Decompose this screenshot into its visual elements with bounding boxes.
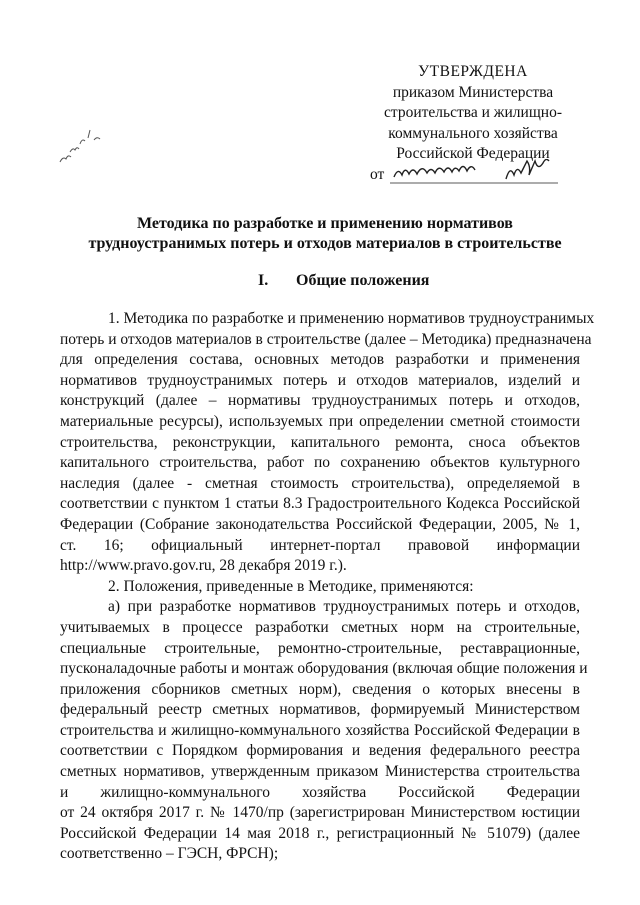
date-prefix: от [370, 165, 385, 183]
approval-line: приказом Министерства [392, 83, 554, 101]
paragraph-line: приложения сборников сметных норм), сведения о которых внесены в [60, 680, 580, 698]
paragraph-line: Федерации (Собрание законодательства Российской Федерации, 2005, № 1, [60, 515, 580, 533]
paragraph-line: нормативов трудноустранимых потерь и отходов материалов, изделий и [60, 371, 580, 389]
paragraph-line: потерь и отходов материалов в строительстве (далее – Методика) предназначена [60, 330, 592, 348]
approval-block [358, 62, 588, 185]
paragraph-line: для определения состава, основных методов разработки и применения [60, 351, 580, 369]
document-title [60, 214, 590, 254]
paragraph-line: а) при разработке нормативов трудноустранимых потерь и отходов, [108, 598, 580, 616]
paragraph-line: специальные строительные, ремонтно-строительные, реставрационные, [60, 639, 580, 657]
paragraph [60, 577, 580, 598]
document-body [60, 309, 595, 865]
section-number: I. [258, 272, 269, 289]
paragraph-line: наследия (далее - сметная стоимость строительства), определяемой в [60, 474, 580, 492]
approval-line: строительства и жилищно- [384, 104, 562, 121]
approval-date-line [358, 165, 588, 186]
paragraph-line: Российской Федерации 14 мая 2018 г., регистрационный № 51079) (далее [60, 824, 580, 842]
paragraph-line: соответствии с пунктом 1 статьи 8.3 Градостроительного Кодекса Российской [60, 495, 580, 513]
paragraph-line: пусконаладочные работы и монтаж оборудования (включая общие положения и [60, 660, 588, 678]
paragraph-line: учитываемых в процессе разработки сметных норм на строительные, [60, 618, 580, 636]
paragraph-line: 2. Положения, приведенные в Методике, применяются: [108, 577, 474, 595]
paragraph-line: материальные ресурсы), используемых при определении сметной стоимости [60, 412, 580, 430]
paragraph [60, 597, 588, 865]
paragraph-line: строительства и жилищно-коммунального хозяйства Российской Федерации в [60, 721, 580, 739]
document-title-line: трудноустранимых потерь и отходов материалов в строительстве [88, 235, 562, 252]
paragraph-line: http://www.pravo.gov.ru, 28 декабря 2019 г.). [60, 557, 347, 575]
paragraph-line: соответственно – ГЭСН, ФРСН); [60, 845, 279, 863]
paragraph-line: сметных нормативов, утвержденным приказом Министерства строительства [60, 763, 580, 781]
handwritten-mark [58, 128, 104, 173]
paragraph-line: строительства, реконструкции, капитального ремонта, сноса объектов [60, 433, 580, 451]
paragraph-line: 1. Методика по разработке и применению нормативов трудноустранимых [108, 310, 595, 327]
paragraph-line: ст. 16; официальный интернет-портал правовой информации [60, 536, 580, 554]
paragraph [60, 309, 595, 577]
approval-line: Российской Федерации [396, 145, 550, 162]
paragraph-line: и жилищно-коммунального хозяйства Российской Федерации [60, 783, 580, 801]
section-title: Общие положения [296, 272, 430, 289]
paragraph-line: капитального строительства, работ по сохранению объектов культурного [60, 454, 580, 472]
handwritten-date-number [390, 165, 558, 185]
document-title-line: Методика по разработке и применению нормативов [137, 215, 513, 232]
section-heading [258, 272, 429, 290]
paragraph-line: конструкций (далее – нормативы трудноустранимых потерь и отходов, [60, 392, 580, 410]
paragraph-line: от 24 октября 2017 г. № 1470/пр (зарегистрирован Министерством юстиции [60, 804, 580, 822]
approval-title: УТВЕРЖДЕНА [418, 63, 528, 80]
paragraph-line: федеральный реестр сметных нормативов, формируемый Министерством [60, 701, 580, 719]
paragraph-line: соответствии с Порядком формирования и ведения федерального реестра [60, 742, 580, 760]
approval-line: коммунального хозяйства [388, 124, 558, 142]
